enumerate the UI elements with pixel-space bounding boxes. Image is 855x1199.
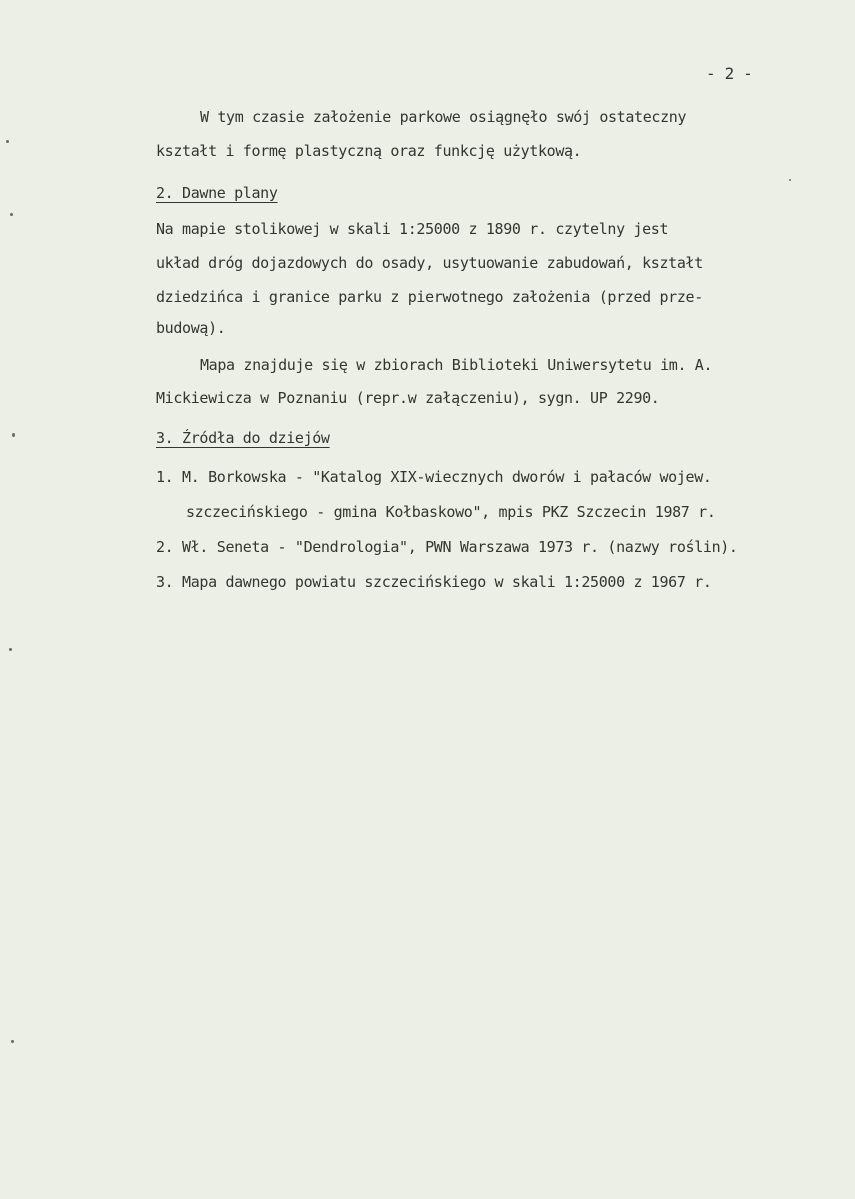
scan-speck xyxy=(12,433,15,437)
scan-speck xyxy=(9,648,12,651)
source-item-3: 3. Mapa dawnego powiatu szczecińskiego w skali 1:25000 z 1967 r. xyxy=(156,573,712,591)
source-item-1-line-2: szczecińskiego - gmina Kołbaskowo", mpis PKZ Szczecin 1987 r. xyxy=(186,503,716,521)
scan-speck xyxy=(10,213,13,216)
source-item-1-line-1: 1. M. Borkowska - "Katalog XIX-wiecznych dworów i pałaców wojew. xyxy=(156,468,712,486)
source-item-2: 2. Wł. Seneta - "Dendrologia", PWN Warszawa 1973 r. (nazwy roślin). xyxy=(156,538,738,556)
section-2-para2-line-2: Mickiewicza w Poznaniu (repr.w załączeniu), sygn. UP 2290. xyxy=(156,389,660,407)
scan-speck xyxy=(6,140,9,143)
scan-speck xyxy=(789,179,791,181)
intro-line-1: W tym czasie założenie parkowe osiągnęło swój ostateczny xyxy=(200,108,687,126)
section-2-para1-line-4: budową). xyxy=(156,319,226,337)
section-2-para2-line-1: Mapa znajduje się w zbiorach Biblioteki Uniwersytetu im. A. xyxy=(200,356,713,374)
section-2-heading: 2. Dawne plany xyxy=(156,184,278,202)
section-3-heading: 3. Źródła do dziejów xyxy=(156,429,330,447)
section-2-para1-line-1: Na mapie stolikowej w skali 1:25000 z 1890 r. czytelny jest xyxy=(156,220,669,238)
section-2-para1-line-2: układ dróg dojazdowych do osady, usytuowanie zabudowań, kształt xyxy=(156,254,703,272)
intro-line-2: kształt i formę plastyczną oraz funkcję użytkową. xyxy=(156,142,582,160)
scan-speck xyxy=(11,1040,14,1043)
page-number: - 2 - xyxy=(706,64,753,83)
section-2-para1-line-3: dziedzińca i granice parku z pierwotnego założenia (przed prze- xyxy=(156,288,703,306)
